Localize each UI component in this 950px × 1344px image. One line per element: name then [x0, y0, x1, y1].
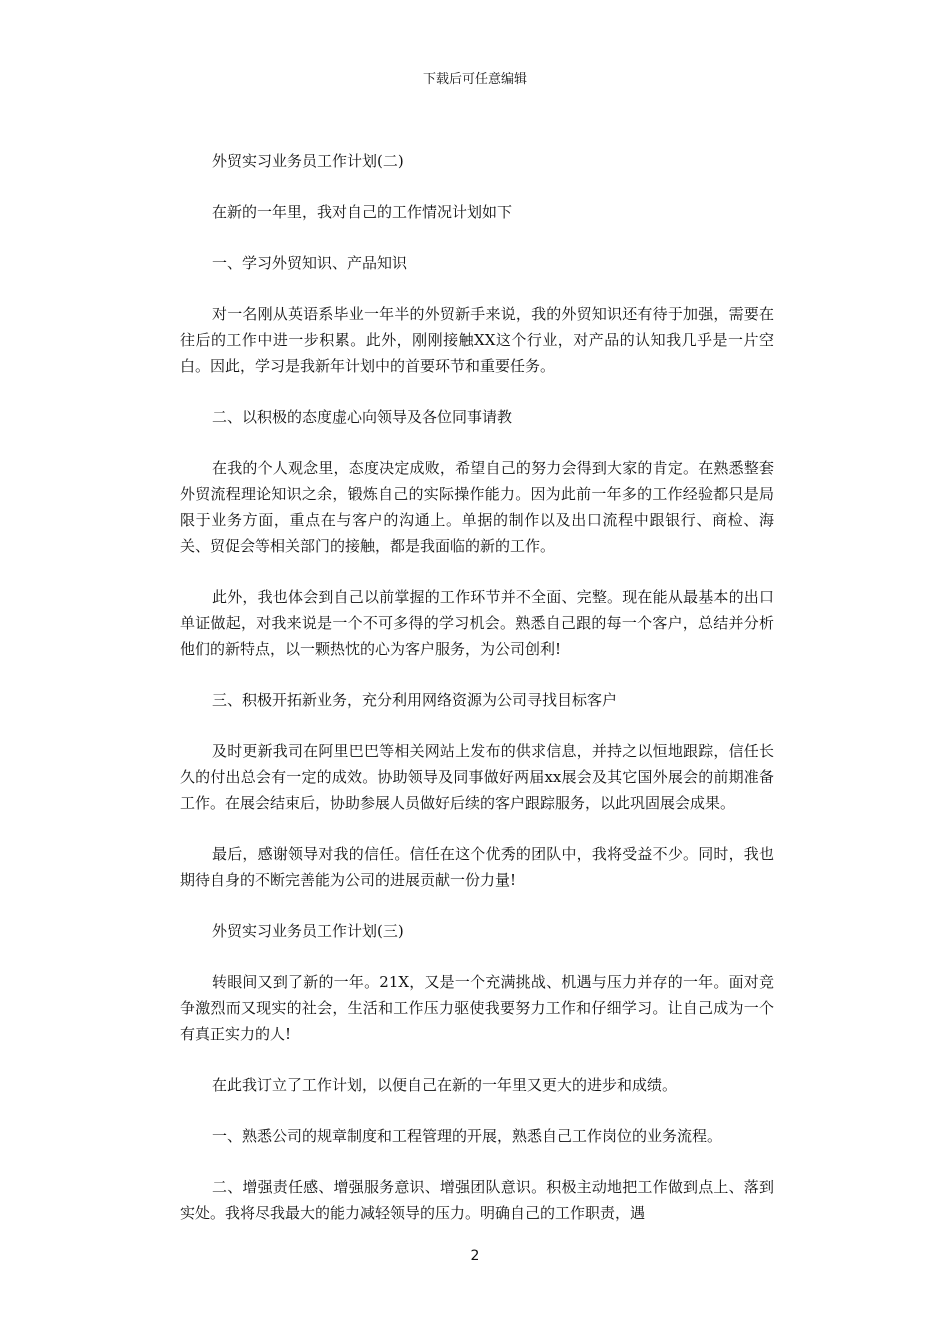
body-paragraph: 及时更新我司在阿里巴巴等相关网站上发布的供求信息，并持之以恒地跟踪，信任长久的付出总会有一定的成效。协助领导及同事做好两届xx展会及其它国外展会的前期准备工作。在展会结束后，协助参展人员做好后续的客户跟踪服务，以此巩固展会成果。 [180, 742, 774, 812]
section-title: 外贸实习业务员工作计划(三) [212, 922, 404, 940]
body-paragraph: 在此我订立了工作计划，以便自己在新的一年里又更大的进步和成绩。 [212, 1076, 678, 1094]
section-heading: 三、积极开拓新业务，充分利用网络资源为公司寻找目标客户 [212, 691, 618, 709]
body-paragraph: 转眼间又到了新的一年。21X，又是一个充满挑战、机遇与压力并存的一年。面对竞争激烈而又现实的社会，生活和工作压力驱使我要努力工作和仔细学习。让自己成为一个有真正实力的人! [180, 973, 774, 1043]
page-number: 2 [470, 1248, 480, 1264]
document-body [180, 148, 774, 1251]
page-header: 下载后可任意编辑 [422, 72, 527, 87]
section-heading: 二、以积极的态度虚心向领导及各位同事请教 [212, 408, 513, 426]
body-paragraph: 最后，感谢领导对我的信任。信任在这个优秀的团队中，我将受益不少。同时，我也期待自身的不断完善能为公司的进展贡献一份力量! [180, 845, 774, 889]
body-paragraph: 在我的个人观念里，态度决定成败，希望自己的努力会得到大家的肯定。在熟悉整套外贸流程理论知识之余，锻炼自己的实际操作能力。因为此前一年多的工作经验都只是局限于业务方面，重点在与客户的沟通上。单据的制作以及出口流程中跟银行、商检、海关、贸促会等相关部门的接触，都是我面临的新的工作。 [180, 459, 774, 555]
section-heading: 一、熟悉公司的规章制度和工程管理的开展，熟悉自己工作岗位的业务流程。 [212, 1127, 723, 1145]
section-title: 外贸实习业务员工作计划(二) [212, 152, 404, 170]
body-paragraph: 此外，我也体会到自己以前掌握的工作环节并不全面、完整。现在能从最基本的出口单证做起，对我来说是一个不可多得的学习机会。熟悉自己跟的每一个客户，总结并分析他们的新特点，以一颗热忱的心为客户服务，为公司创利! [180, 588, 774, 658]
intro-line: 在新的一年里，我对自己的工作情况计划如下 [212, 203, 513, 221]
section-heading: 一、学习外贸知识、产品知识 [212, 254, 408, 272]
body-paragraph: 对一名刚从英语系毕业一年半的外贸新手来说，我的外贸知识还有待于加强，需要在往后的工作中进一步积累。此外，刚刚接触XX这个行业，对产品的认知我几乎是一片空白。因此，学习是我新年计划中的首要环节和重要任务。 [180, 305, 774, 375]
body-paragraph: 二、增强责任感、增强服务意识、增强团队意识。积极主动地把工作做到点上、落到实处。我将尽我最大的能力减轻领导的压力。明确自己的工作职责，遇 [180, 1178, 774, 1222]
